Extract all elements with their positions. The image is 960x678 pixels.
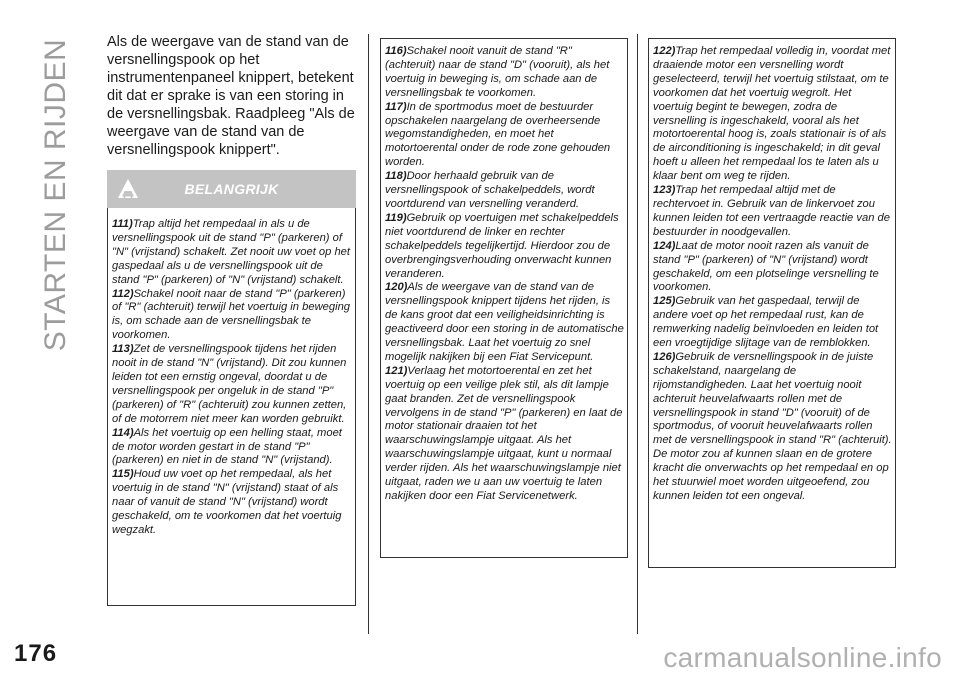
item-text: Zet de versnellingspook tijdens het rijden nooit in de stand "N" (vrijstand). Dit zou kunnen leiden tot een ernstig ongeval, doordat u de versnellingspook per ongeluk in de stand "P" (parkeren) of "R" (achteruit) zou kunnen zetten, of de motorrem niet meer kan worden gebruikt. bbox=[112, 343, 347, 425]
list-item bbox=[653, 184, 892, 240]
warning-box-1 bbox=[107, 208, 356, 606]
column-divider-1 bbox=[368, 34, 369, 634]
list-item bbox=[112, 218, 351, 288]
item-number: 119) bbox=[385, 211, 407, 224]
item-text: Als de weergave van de stand van de versnellingspook knippert tijdens het rijden, is de kans groot dat een veiligheidsinrichting is geactiveerd door een storing in de automatische versnellingsbak. Laat het voertuig zo snel mogelijk nakijken bij een Fiat Servicepunt. bbox=[385, 281, 624, 363]
item-text: Schakel nooit naar de stand "P" (parkeren) of "R" (achteruit) terwijl het voertuig in beweging is, om schade aan de versnellingsbak te voorkomen. bbox=[112, 287, 351, 342]
banner-title: BELANGRIJK bbox=[184, 181, 279, 197]
list-item bbox=[112, 468, 351, 538]
item-number: 123) bbox=[653, 184, 676, 197]
list-item bbox=[653, 240, 892, 296]
list-item bbox=[385, 281, 624, 364]
item-number: 120) bbox=[385, 281, 408, 294]
item-text: In de sportmodus moet de bestuurder opschakelen naargelang de overheersende wegomstandigheden, en moet het motortoerental onder de rode zone gehouden worden. bbox=[385, 100, 611, 169]
item-text: Door herhaald gebruik van de versnellingspook of schakelpeddels, wordt voortdurend van versnelling veranderd. bbox=[385, 170, 595, 210]
item-number: 124) bbox=[653, 239, 676, 252]
item-text: Schakel nooit vanuit de stand "R" (achteruit) naar de stand "D" (vooruit), als het voertuig in beweging is, om schade aan de versnellingsbak te voorkomen. bbox=[385, 45, 610, 99]
warning-box-2 bbox=[380, 38, 628, 558]
item-number: 115) bbox=[112, 468, 134, 481]
list-item bbox=[385, 212, 624, 282]
item-number: 126) bbox=[653, 350, 676, 363]
item-number: 125) bbox=[653, 295, 676, 308]
item-text: Laat de motor nooit razen als vanuit de stand "P" (parkeren) of "N" (vrijstand) wordt geschakeld, om een plotselinge versnelling te voorkomen. bbox=[653, 239, 879, 294]
item-number: 118) bbox=[385, 170, 407, 183]
list-item bbox=[653, 295, 892, 351]
intro-paragraph: Als de weergave van de stand van de versnellingspook op het instrumentenpaneel knippert, betekent dit dat er sprake is van een storing in de versnellingsbak. Raadpleeg "Als de weergave van de stand van de versnellingspook knippert". bbox=[107, 34, 355, 158]
section-title-text: STARTEN EN RIJDEN bbox=[39, 38, 72, 352]
item-text: Trap het rempedaal altijd met de rechtervoet in. Gebruik van de linkervoet zou kunnen leiden tot een vertraagde reactie van de bestuurder in noodgevallen. bbox=[653, 184, 890, 238]
item-text: Gebruik op voertuigen met schakelpeddels niet voortdurend de linker en rechter schakelpeddels tegelijkertijd. Hierdoor zou de overbrengingsverhouding onverwacht kunnen veranderen. bbox=[385, 211, 619, 280]
section-title bbox=[36, 30, 76, 360]
list-item bbox=[385, 45, 624, 101]
warning-box-3 bbox=[648, 38, 896, 568]
item-text: Trap het rempedaal volledig in, voordat met draaiende motor een versnelling wordt geselecteerd, terwijl het voertuig stilstaat, om te voorkomen dat het voertuig wegrolt. Het voertuig begint te bewegen, zodra de versnelling is ingeschakeld, vooral als het motortoerental hoog is, zoals stationair is of als de airconditioning is ingeschakeld; in dit geval hoeft u alleen het rempedaal los te laten als u klaar bent om weg te rijden. bbox=[653, 45, 891, 183]
item-number: 111) bbox=[112, 218, 133, 230]
list-item bbox=[653, 45, 892, 184]
item-number: 117) bbox=[385, 100, 407, 113]
item-text: Gebruik van het gaspedaal, terwijl de andere voet op het rempedaal rust, kan de remwerking nadelig beïnvloeden en leiden tot een vroegtijdige slijtage van de remblokken. bbox=[653, 295, 879, 350]
list-item bbox=[112, 343, 351, 426]
item-number: 116) bbox=[385, 45, 407, 57]
item-text: Verlaag het motortoerental en zet het voertuig op een veilige plek stil, als dit lampje gaat branden. Zet de versnellingspook vervolgens in de stand "P" (parkeren) en laat de motor stationair draaien tot het waarschuwingslampje uitgaat. Als het waarschuwingslampje uitgaat, kunt u normaal verder rijden. Als het waarschuwingslampje niet uitgaat, raden we u aan uw voertuig te laten nakijken door een Fiat Servicenetwerk. bbox=[385, 364, 623, 502]
item-number: 121) bbox=[385, 364, 408, 377]
list-item bbox=[653, 351, 892, 504]
important-banner bbox=[107, 170, 356, 208]
item-number: 112) bbox=[112, 287, 134, 300]
list-item bbox=[112, 288, 351, 344]
list-item bbox=[385, 101, 624, 171]
list-item bbox=[385, 365, 624, 504]
list-item bbox=[112, 427, 351, 469]
item-text: Als het voertuig op een helling staat, moet de motor worden gestart in de stand "P" (parkeren) en niet in de stand "N" (vrijstand). bbox=[112, 426, 342, 467]
item-text: Houd uw voet op het rempedaal, als het voertuig in de stand "N" (vrijstand) staat of als naar of vanuit de stand "N" (vrijstand) wordt geschakeld, om te voorkomen dat het voertuig wegzakt. bbox=[112, 468, 342, 536]
column-divider-2 bbox=[637, 34, 638, 634]
list-item bbox=[385, 170, 624, 212]
item-number: 113) bbox=[112, 343, 134, 356]
watermark: carmanualsonline.info bbox=[663, 642, 942, 673]
page-number: 176 bbox=[14, 640, 58, 667]
item-text: Gebruik de versnellingspook in de juiste schakelstand, naargelang de rijomstandigheden. Laat het voertuig nooit achteruit heuvelafwaarts rollen met de versnellingspook in stand "D" (vooruit) of de sportmodus, of vooruit heuvelafwaarts rollen met de versnellingspook in stand "R" (achteruit). De motor zou af kunnen slaan en de grotere kracht die onverwachts op het rempedaal en op het stuurwiel moet worden uitgeoefend, zou kunnen leiden tot een ongeval. bbox=[653, 350, 892, 502]
item-number: 122) bbox=[653, 45, 676, 57]
item-number: 114) bbox=[112, 426, 134, 439]
item-text: Trap altijd het rempedaal in als u de versnellingspook uit de stand "P" (parkeren) of "N" (vrijstand) schakelt. Zet nooit uw voet op het gaspedaal als u de versnellingspook uit de stand "P" (parkeren) of "N" (vrijstand) schakelt. bbox=[112, 218, 351, 286]
